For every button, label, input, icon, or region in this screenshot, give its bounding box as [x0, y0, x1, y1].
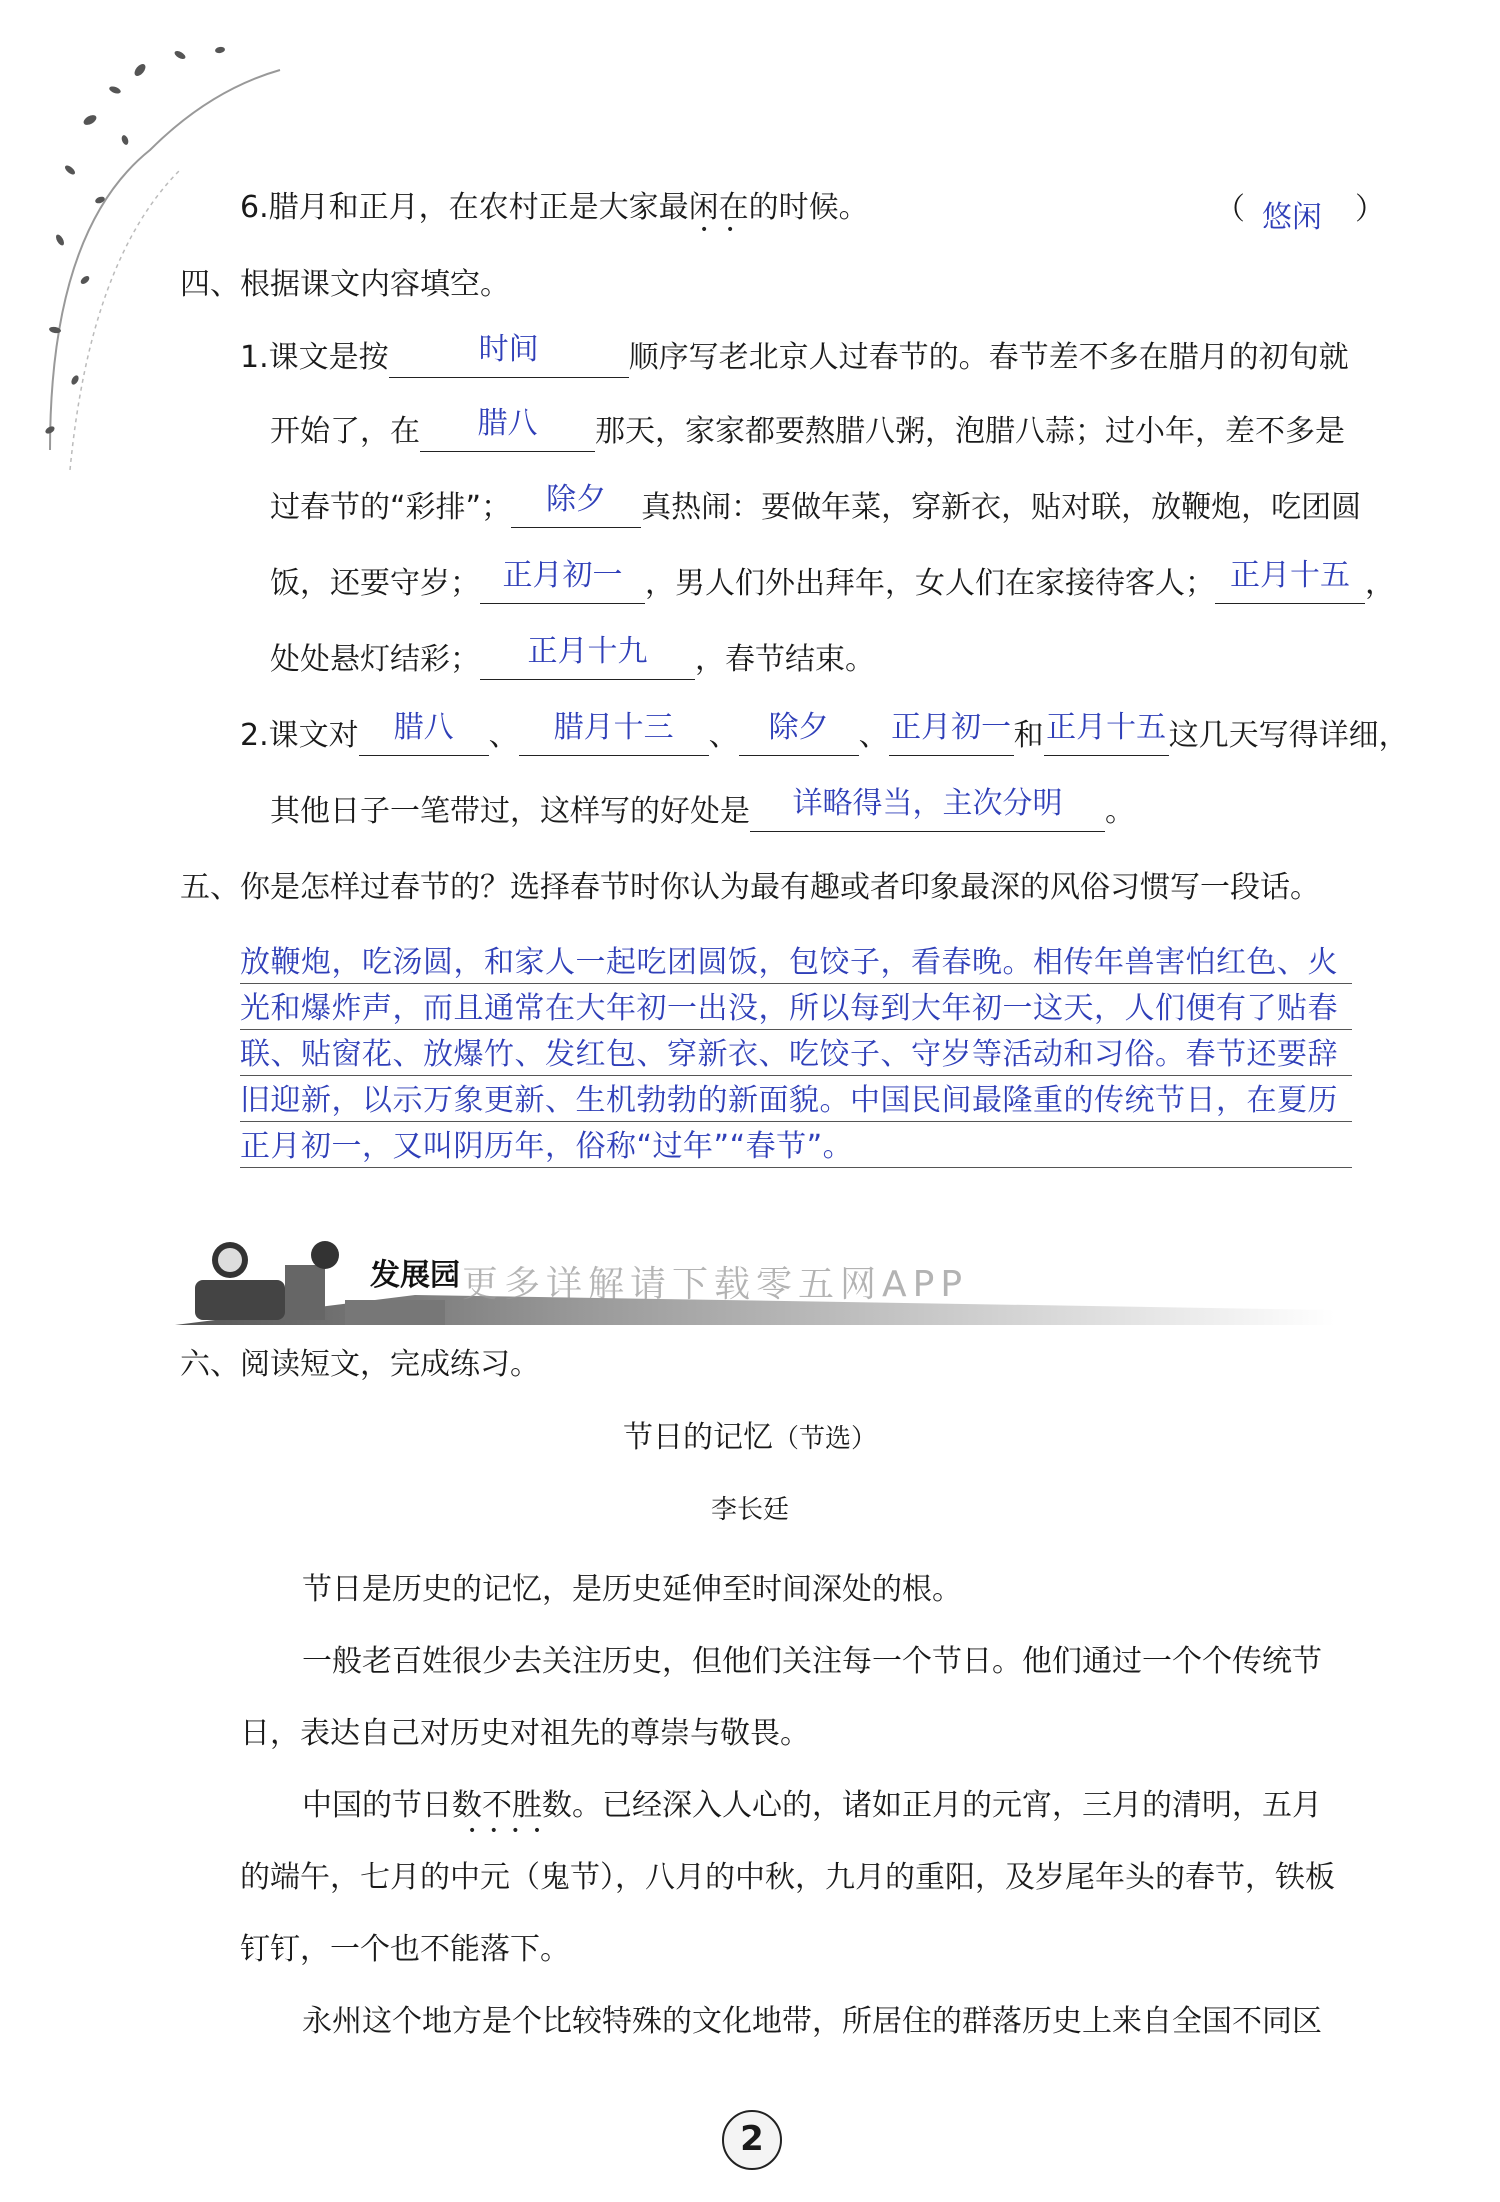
answer-time: 时间	[478, 332, 539, 367]
article-title: 节日的记忆（节选）	[622, 1420, 877, 1455]
section4-heading: 四、根据课文内容填空。	[180, 267, 510, 302]
essay-line: 放鞭炮，吃汤圆，和家人一起吃团圆饭，包饺子，看春晚。相传年兽害怕红色、火	[240, 938, 1352, 984]
answer-zhengyue-shijiu: 正月十九	[527, 634, 648, 669]
essay-line: 正月初一，又叫阴历年，俗称“过年”“春节”。	[240, 1122, 1352, 1168]
watermark-text: 更多详解请下载零五网APP	[462, 1264, 969, 1305]
s4-item2-line1: 2.课文对 腊八 、 腊月十三 、 除夕 、正月初一和正月十五这几天写得详细，	[240, 716, 1409, 756]
essay-line: 联、贴窗花、放爆竹、发红包、穿新衣、吃饺子、守岁等活动和习俗。春节还要辞	[240, 1030, 1352, 1076]
article-paragraph: 节日是历史的记忆，是历史延伸至时间深处的根。	[302, 1572, 962, 1607]
s4-item2-line2: 其他日子一笔带过，这样写的好处是 详略得当，主次分明 。	[270, 792, 1135, 832]
essay-line: 旧迎新，以示万象更新、生机勃勃的新面貌。中国民间最隆重的传统节日，在夏历	[240, 1076, 1352, 1122]
section5-heading: 五、你是怎样过春节的？选择春节时你认为最有趣或者印象最深的风俗习惯写一段话。	[180, 870, 1320, 905]
section6-heading: 六、阅读短文，完成练习。	[180, 1347, 540, 1382]
answer-chuxi: 除夕	[546, 482, 607, 517]
q6-answer: 悠闲	[1262, 200, 1322, 235]
s4-item1-line3: 过春节的“彩排”； 除夕 真热闹：要做年菜，穿新衣，贴对联，放鞭炮，吃团圆	[270, 488, 1361, 528]
q6-paren-open: （	[1215, 192, 1245, 227]
article-author: 李长廷	[710, 1495, 789, 1525]
article-paragraph: 一般老百姓很少去关注历史，但他们关注每一个节日。他们通过一个个传统节	[302, 1644, 1322, 1679]
s4-item1-line4: 饭，还要守岁； 正月初一 ，男人们外出拜年，女人们在家接待客人； 正月十五 ，	[270, 564, 1395, 604]
essay-lines	[240, 938, 1352, 1168]
s4-item1-line1: 1.课文是按 时间 顺序写老北京人过春节的。春节差不多在腊月的初旬就	[240, 338, 1349, 378]
s4-item1-line5: 处处悬灯结彩； 正月十九 ，春节结束。	[270, 640, 875, 680]
q6-paren-close: ）	[1355, 192, 1385, 227]
article-paragraph: 日，表达自己对历史对祖先的尊崇与敬畏。	[240, 1716, 810, 1751]
article-paragraph: 永州这个地方是个比较特殊的文化地带，所居住的群落历史上来自全国不同区	[302, 2004, 1322, 2039]
article-paragraph: 的端午，七月的中元（鬼节），八月的中秋，九月的重阳，及岁尾年头的春节，铁板	[240, 1860, 1335, 1895]
answer-zhengyue-chuyi: 正月初一	[502, 558, 623, 593]
corner-leaf-decoration	[30, 30, 290, 470]
emphasis-dots: • •	[700, 222, 735, 238]
article-paragraph: 钉钉，一个也不能落下。	[240, 1932, 570, 1967]
answer-laba: 腊八	[477, 406, 538, 441]
emphasis-dots: • • • •	[468, 1823, 542, 1839]
article-paragraph: 中国的节日数不胜数。已经深入人心的，诸如正月的元宵，三月的清明，五月	[302, 1788, 1322, 1823]
page-number: 2	[722, 2110, 782, 2170]
answer-benefit: 详略得当，主次分明	[792, 786, 1063, 821]
s4-item1-line2: 开始了，在 腊八 那天，家家都要熬腊八粥，泡腊八蒜；过小年，差不多是	[270, 412, 1345, 452]
essay-line: 光和爆炸声，而且通常在大年初一出没，所以每到大年初一这天，人们便有了贴春	[240, 984, 1352, 1030]
q6-text: 6.腊月和正月，在农村正是大家最闲在的时候。	[240, 190, 869, 225]
answer-zhengyue-shiwu: 正月十五	[1230, 558, 1350, 593]
banner-title: 发展园	[370, 1258, 460, 1293]
